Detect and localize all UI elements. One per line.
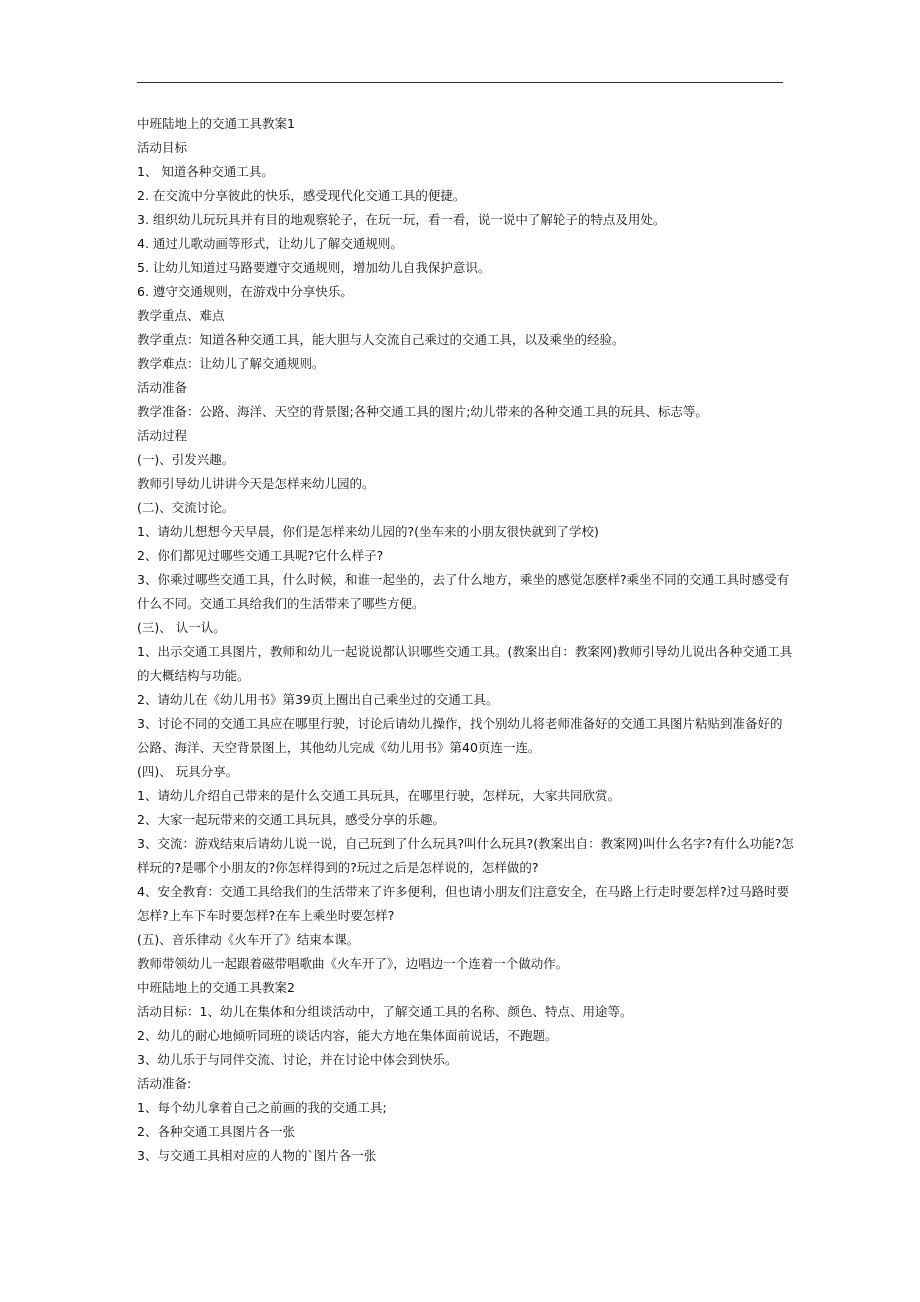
section-heading: 活动过程: [137, 428, 188, 443]
section-heading: 活动准备: [137, 380, 188, 395]
text-line: 3. 组织幼儿玩玩具并有目的地观察轮子，在玩一玩，看一看，说一说中了解轮子的特点及用处。: [137, 212, 666, 227]
text-line: (五)、音乐律动《火车开了》结束本课。: [137, 932, 360, 947]
text-line: 2、大家一起玩带来的交通工具玩具，感受分享的乐趣。: [137, 812, 445, 827]
text-line: 活动目标：1、幼儿在集体和分组谈活动中，了解交通工具的名称、颜色、特点、用途等。: [137, 1004, 633, 1019]
text-line: 2、各种交通工具图片各一张: [137, 1124, 295, 1139]
text-line: 教学重点：知道各种交通工具，能大胆与人交流自己乘过的交通工具，以及乘坐的经验。: [137, 332, 625, 347]
text-line: 4. 通过儿歌动画等形式，让幼儿了解交通规则。: [137, 236, 403, 251]
text-line: (四)、 玩具分享。: [137, 764, 239, 779]
text-line: (二)、交流讨论。: [137, 500, 235, 515]
text-line: 的大概结构与功能。: [137, 668, 250, 683]
text-line: 3、与交通工具相对应的人物的`图片各一张: [137, 1148, 377, 1163]
text-line: 样玩的?是哪个小朋友的?你怎样得到的?玩过之后是怎样说的，怎样做的?: [137, 860, 539, 875]
text-line: 3、讨论不同的交通工具应在哪里行驶，讨论后请幼儿操作，找个别幼儿将老师准备好的交通工具图片粘贴到准备好的: [137, 716, 783, 731]
section-heading: 活动准备:: [137, 1076, 192, 1091]
text-line: 1、 知道各种交通工具。: [137, 164, 274, 179]
text-line: 2、请幼儿在《幼儿用书》第39页上圈出自己乘坐过的交通工具。: [137, 692, 499, 707]
text-line: 5. 让幼儿知道过马路要遵守交通规则，增加幼儿自我保护意识。: [137, 260, 491, 275]
section-heading: 教学重点、难点: [137, 308, 225, 323]
text-line: 1、出示交通工具图片，教师和幼儿一起说说都认识哪些交通工具。(教案出自：教案网)教师引导幼儿说出各种交通工具: [137, 644, 793, 659]
lesson-1-title: 中班陆地上的交通工具教案1: [137, 116, 295, 131]
text-line: 3、你乘过哪些交通工具，什么时候，和谁一起坐的，去了什么地方，乘坐的感觉怎麽样?乘坐不同的交通工具时感受有: [137, 572, 790, 587]
text-line: 3、幼儿乐于与同伴交流、讨论，并在讨论中体会到快乐。: [137, 1052, 458, 1067]
text-line: 怎样?上车下车时要怎样?在车上乘坐时要怎样?: [137, 908, 395, 923]
text-line: 3、交流：游戏结束后请幼儿说一说，自己玩到了什么玩具?叫什么玩具?(教案出自：教案网)叫什么名字?有什么功能?怎: [137, 836, 794, 851]
text-line: 教学难点：让幼儿了解交通规则。: [137, 356, 325, 371]
text-line: 2、你们都见过哪些交通工具呢?它什么样子?: [137, 548, 384, 563]
text-line: 4、安全教育：交通工具给我们的生活带来了许多便利，但也请小朋友们注意安全，在马路上行走时要怎样?过马路时要: [137, 884, 790, 899]
text-line: (三)、 认一认。: [137, 620, 226, 635]
text-line: 1、每个幼儿拿着自己之前画的我的交通工具;: [137, 1100, 387, 1115]
text-line: 2. 在交流中分享彼此的快乐，感受现代化交通工具的便捷。: [137, 188, 466, 203]
text-line: 2、幼儿的耐心地倾听同班的谈话内容，能大方地在集体面前说话，不跑题。: [137, 1028, 558, 1043]
text-line: 公路、海洋、天空背景图上，其他幼儿完成《幼儿用书》第40页连一连。: [137, 740, 541, 755]
text-line: 什么不同。交通工具给我们的生活带来了哪些方便。: [137, 596, 425, 611]
document-body: [137, 112, 794, 1168]
text-line: 教学准备：公路、海洋、天空的背景图;各种交通工具的图片;幼儿带来的各种交通工具的玩具、标志等。: [137, 404, 708, 419]
text-line: 1、请幼儿介绍自己带来的是什么交通工具玩具，在哪里行驶，怎样玩，大家共同欣赏。: [137, 788, 620, 803]
text-line: 6. 遵守交通规则，在游戏中分享快乐。: [137, 284, 353, 299]
lesson-2-title: 中班陆地上的交通工具教案2: [137, 980, 295, 995]
text-line: (一)、引发兴趣。: [137, 452, 235, 467]
text-line: 1、请幼儿想想今天早晨，你们是怎样来幼儿园的?(坐车来的小朋友很快就到了学校): [137, 524, 599, 539]
text-line: 教师引导幼儿讲讲今天是怎样来幼儿园的。: [137, 476, 375, 491]
section-heading: 活动目标: [137, 140, 188, 155]
header-rule: [137, 82, 783, 83]
text-line: 教师带领幼儿一起跟着磁带唱歌曲《火车开了》，边唱边一个连着一个做动作。: [137, 956, 569, 971]
